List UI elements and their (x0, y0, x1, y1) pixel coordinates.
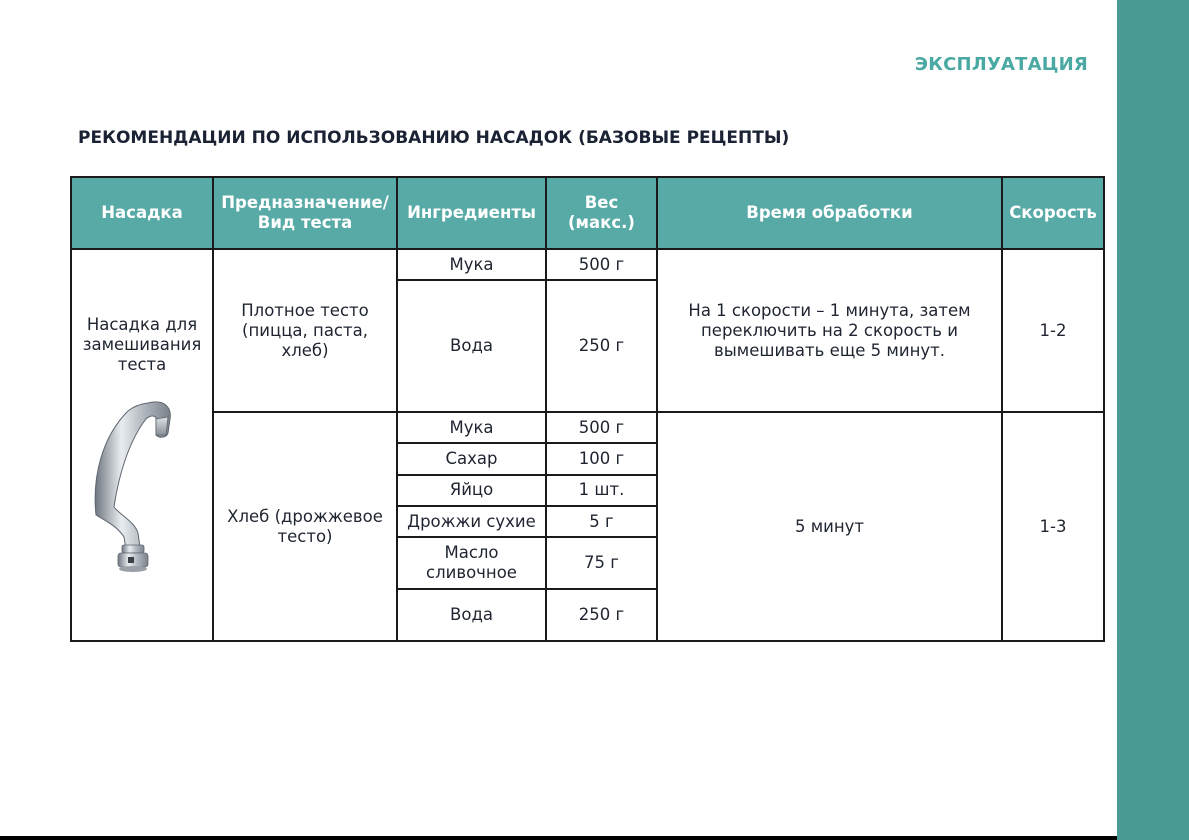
dough-hook-icon (90, 397, 172, 575)
header-weight-line2: (макс.) (568, 213, 635, 232)
ingredient-weight: 500 г (546, 412, 657, 443)
ingredient-weight: 500 г (546, 249, 657, 280)
nozzle-cell (71, 249, 213, 641)
header-speed: Скорость (1002, 177, 1104, 249)
ingredient-weight: 75 г (546, 537, 657, 588)
side-accent-bar (1117, 0, 1189, 840)
ingredient-weight: 250 г (546, 280, 657, 412)
speed-cell: 1-3 (1002, 412, 1104, 641)
page-title: РЕКОМЕНДАЦИИ ПО ИСПОЛЬЗОВАНИЮ НАСАДОК (БАЗОВЫЕ РЕЦЕПТЫ) (78, 128, 790, 148)
header-weight (546, 177, 657, 249)
time-cell: На 1 скорости – 1 минута, затем переключить на 2 скорость и вымешивать еще 5 минут. (657, 249, 1002, 412)
header-nozzle: Насадка (71, 177, 213, 249)
ingredient-name: Вода (397, 280, 546, 412)
table-row (71, 412, 1104, 443)
ingredient-name: Мука (397, 249, 546, 280)
header-ingredients: Ингредиенты (397, 177, 546, 249)
purpose-cell: Плотное тесто (пицца, паста, хлеб) (213, 249, 397, 412)
bottom-rule (0, 836, 1117, 840)
table-row (71, 249, 1104, 280)
ingredient-weight: 1 шт. (546, 475, 657, 506)
ingredient-name: Масло сливочное (397, 537, 546, 588)
ingredient-weight: 250 г (546, 589, 657, 641)
ingredient-name: Дрожжи сухие (397, 506, 546, 537)
ingredient-weight: 100 г (546, 443, 657, 474)
header-purpose-line2: Вид теста (257, 213, 353, 232)
header-purpose-line1: Предназначение/ (221, 193, 389, 212)
header-time: Время обработки (657, 177, 1002, 249)
ingredient-name: Сахар (397, 443, 546, 474)
ingredient-name: Яйцо (397, 475, 546, 506)
recipes-table (70, 176, 1105, 642)
ingredient-name: Вода (397, 589, 546, 641)
ingredient-name: Мука (397, 412, 546, 443)
nozzle-name: Насадка для замешивания теста (82, 315, 202, 374)
time-cell: 5 минут (657, 412, 1002, 641)
table-header-row (71, 177, 1104, 249)
speed-cell: 1-2 (1002, 249, 1104, 412)
header-purpose (213, 177, 397, 249)
section-header: ЭКСПЛУАТАЦИЯ (914, 54, 1088, 75)
header-weight-line1: Вес (584, 193, 619, 212)
purpose-cell: Хлеб (дрожжевое тесто) (213, 412, 397, 641)
ingredient-weight: 5 г (546, 506, 657, 537)
